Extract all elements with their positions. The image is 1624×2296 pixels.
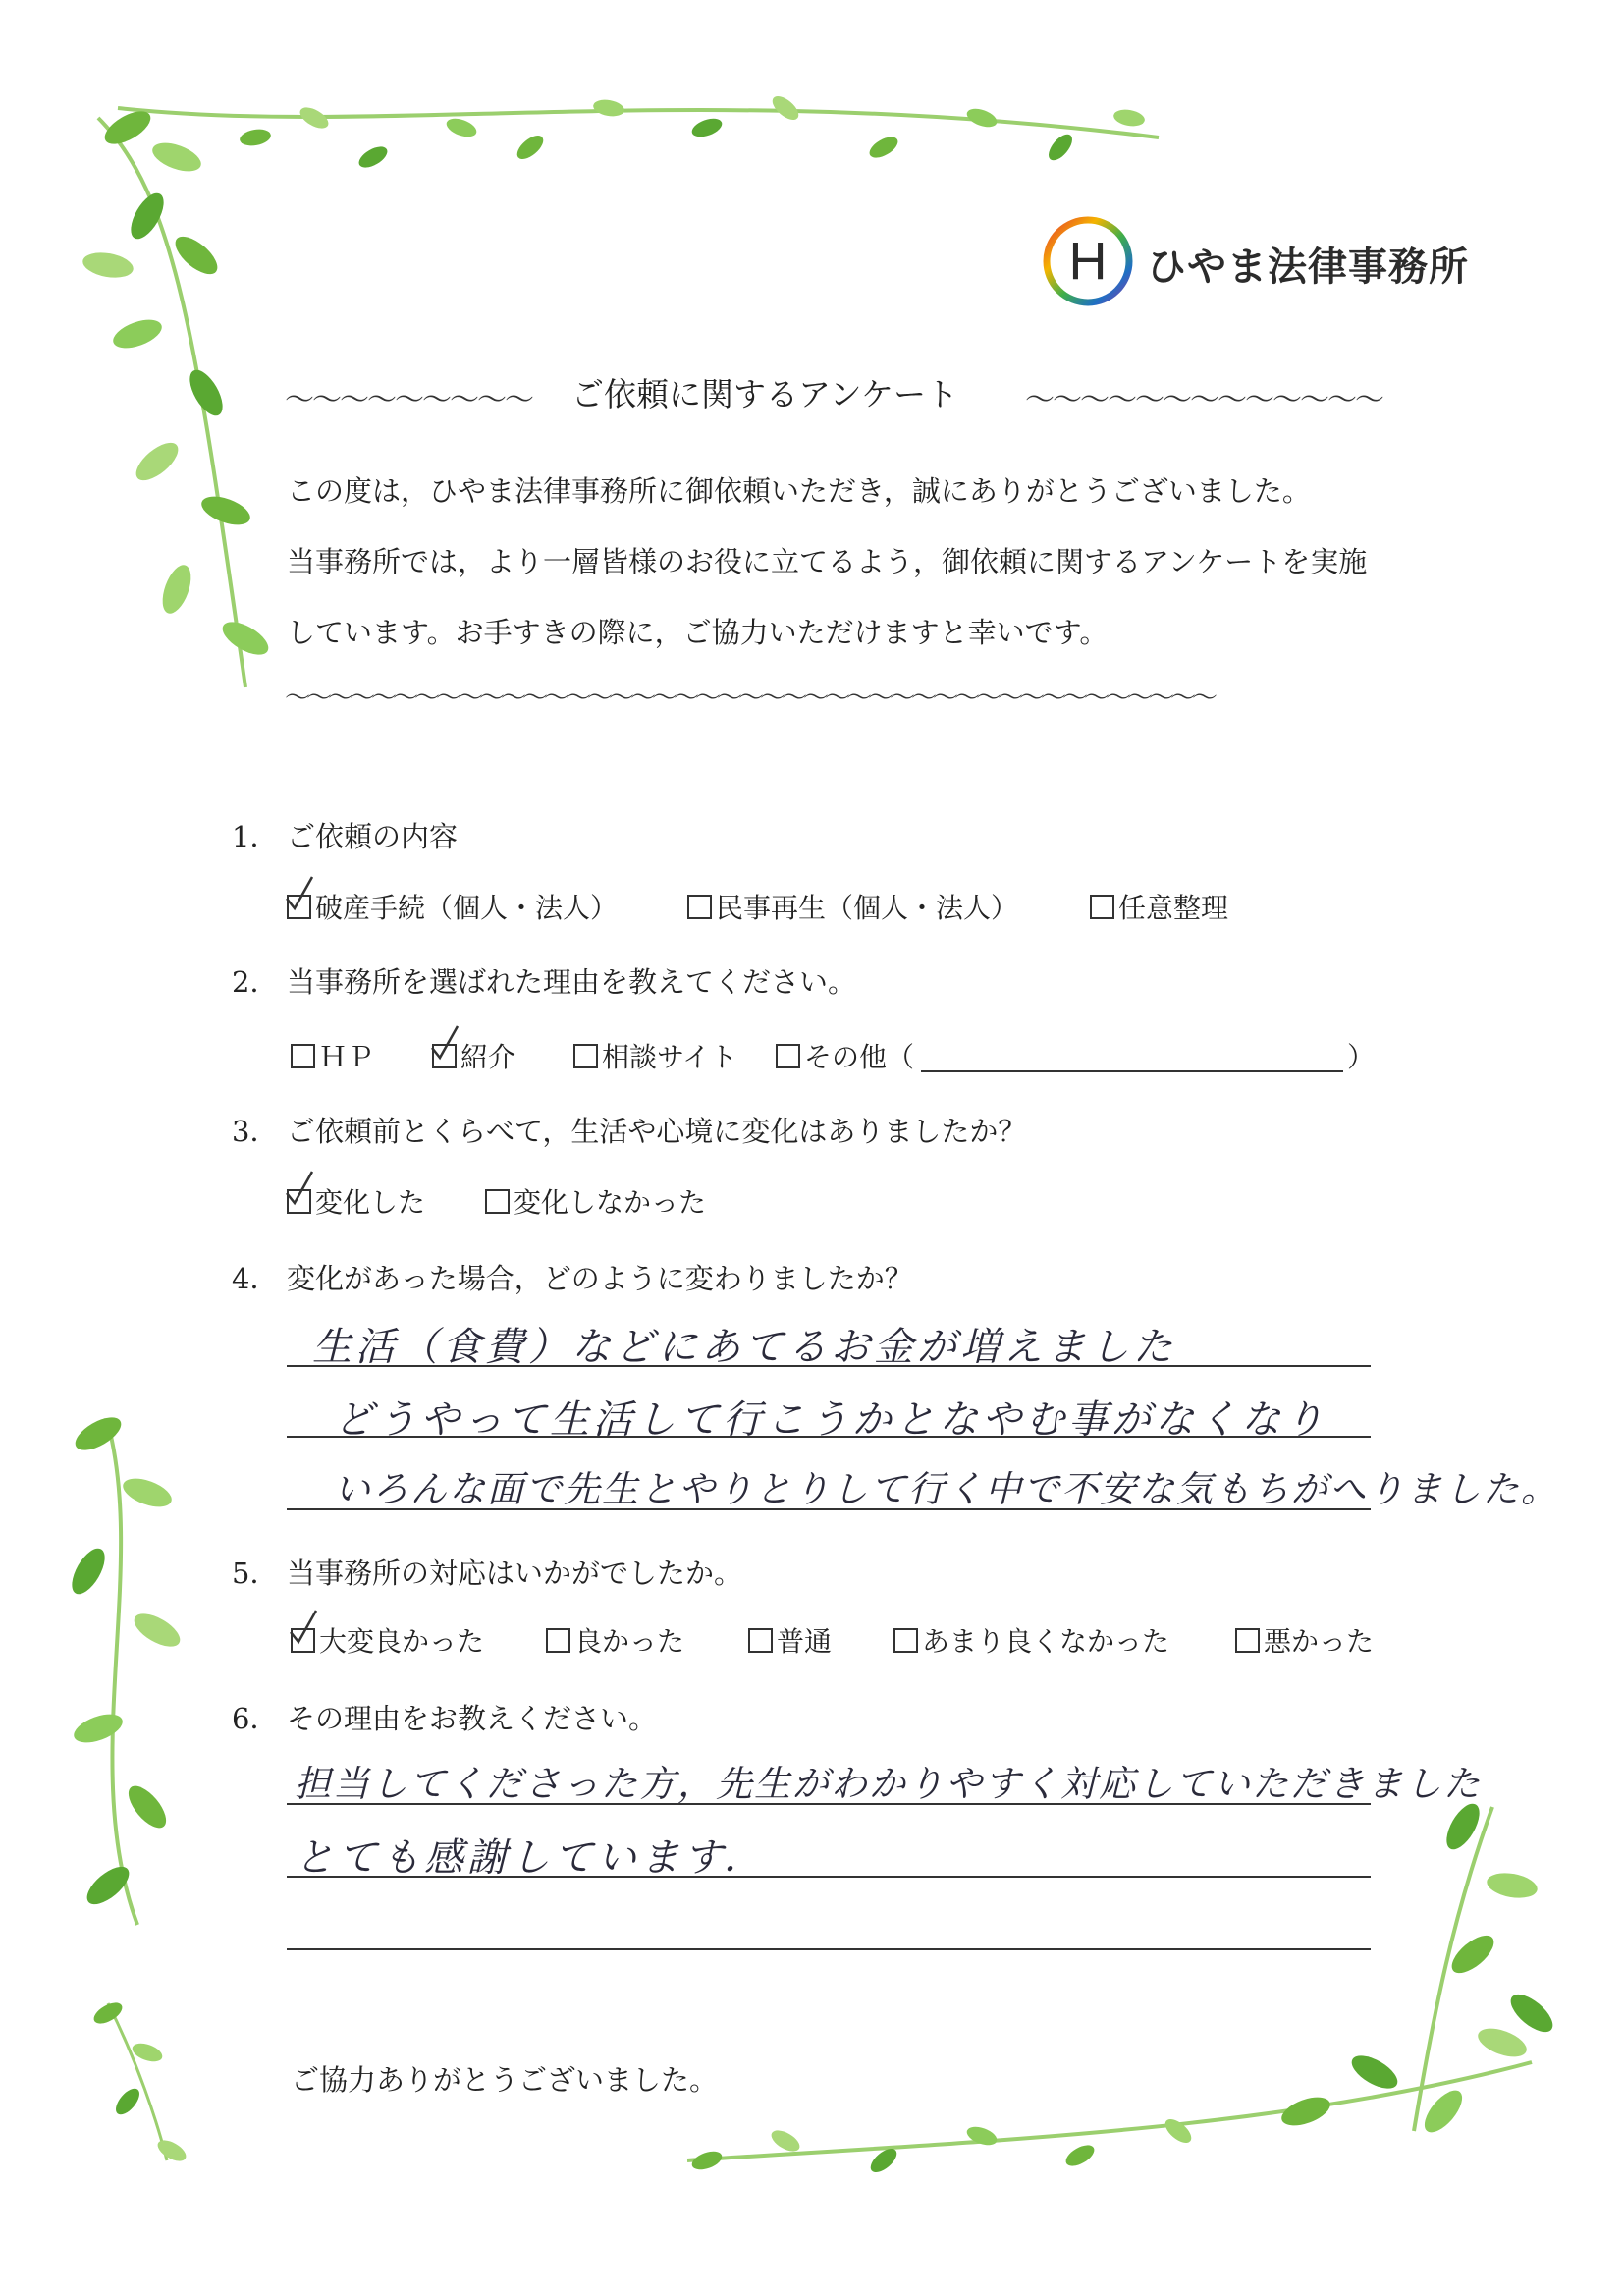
question-number: 1． [232, 820, 279, 853]
checkbox[interactable] [432, 1044, 457, 1068]
q5-option-not-good[interactable]: あまり良くなかった [893, 1620, 1169, 1660]
checkbox[interactable] [776, 1044, 800, 1068]
q5-option-very-good[interactable]: 大変良かった [291, 1620, 484, 1660]
question-4: 4． 変化があった場合，どのように変わりましたか？ [232, 1262, 913, 1295]
q4-answer-line-1: 生活（食費）などにあてるお金が増えました [312, 1325, 1176, 1370]
q5-option-bad[interactable]: 悪かった [1235, 1620, 1374, 1660]
answer-rule [287, 1365, 1371, 1367]
question-3: 3． ご依頼前とくらべて，生活や心境に変化はありましたか？ [232, 1115, 1027, 1148]
question-1 [232, 815, 458, 855]
header-wave-bottom: ～～～～～～～～～～～～～～～～～～～～～～～～～～～～～～～～～～～～～～～～～～～ [285, 683, 1215, 713]
checkbox[interactable] [485, 1189, 510, 1214]
q5-option-good[interactable]: 良かった [546, 1620, 684, 1660]
vine-left-middle [66, 1411, 186, 1925]
intro-line-1: この度は，ひやま法律事務所に御依頼いただき，誠にありがとうございました。 [287, 474, 1311, 508]
checkbox[interactable] [748, 1628, 773, 1653]
q2-option-consult-site[interactable]: 相談サイト [573, 1036, 737, 1075]
checkbox[interactable] [1090, 895, 1114, 919]
checkbox[interactable] [287, 895, 311, 919]
q2-other-close-paren: ） [1347, 1041, 1376, 1073]
checkmark-icon [287, 1609, 320, 1648]
q6-answer-line-2: とても感謝しています． [295, 1835, 767, 1881]
q2-option-other[interactable]: その他（ [776, 1036, 914, 1075]
vine-bottom-right [687, 1798, 1559, 2176]
checkbox[interactable] [291, 1628, 315, 1653]
checkbox[interactable] [687, 895, 712, 919]
q2-other-input-line[interactable] [921, 1070, 1343, 1072]
question-text: ご依頼の内容 [287, 820, 459, 853]
q2-option-hp[interactable]: ＨＰ [291, 1036, 374, 1075]
question-6: 6． その理由をお教えください。 [232, 1702, 658, 1735]
firm-logo-h-icon [1041, 214, 1135, 308]
answer-rule [287, 1876, 1371, 1878]
q4-answer-line-3: いろんな面で先生とやりとりして行く中で不安な気もちがへりました。 [334, 1468, 1559, 1510]
question-5: 5． 当事務所の対応はいかがでしたか。 [232, 1557, 743, 1590]
answer-rule [287, 1436, 1371, 1438]
checkmark-icon [283, 875, 316, 914]
question-2: 2． 当事務所を選ばれた理由を教えてください。 [232, 965, 857, 999]
answer-rule [287, 1803, 1371, 1805]
answer-rule [287, 1508, 1371, 1510]
checkbox[interactable] [893, 1628, 918, 1653]
q1-option-civil-rehabilitation[interactable]: 民事再生（個人・法人） [687, 887, 1018, 926]
firm-name: ひやま法律事務所 [1147, 244, 1469, 290]
checkbox[interactable] [291, 1044, 315, 1068]
q3-option-changed[interactable]: 変化した [287, 1181, 425, 1221]
firm-logo [1041, 214, 1469, 312]
checkbox[interactable] [1235, 1628, 1260, 1653]
answer-rule [287, 1948, 1371, 1950]
closing-message: ご協力ありがとうございました。 [291, 2063, 719, 2097]
checkbox[interactable] [546, 1628, 570, 1653]
intro-line-3: しています。お手すきの際に，ご協力いただけますと幸いです。 [287, 616, 1109, 649]
intro-line-2: 当事務所では，より一層皆様のお役に立てるよう，御依頼に関するアンケートを実施 [287, 545, 1368, 578]
q3-option-not-changed[interactable]: 変化しなかった [485, 1181, 706, 1221]
q4-answer-line-2: どうやって生活して行こうかとなやむ事がなくなり [334, 1397, 1327, 1443]
checkmark-icon [283, 1170, 316, 1209]
checkbox[interactable] [287, 1189, 311, 1214]
q1-option-bankruptcy[interactable]: 破産手続（個人・法人） [287, 887, 618, 926]
header-wave-right: ～～～～～～～～～～～～～ [1025, 383, 1382, 417]
checkmark-icon [428, 1024, 461, 1064]
vine-bottom-left [90, 1998, 189, 2165]
q6-answer-line-1: 担当してくださった方，先生がわかりやすく対応していただきました [295, 1763, 1482, 1805]
survey-title: ご依頼に関するアンケート [571, 375, 959, 413]
q2-option-referral[interactable]: 紹介 [432, 1036, 515, 1075]
q1-option-voluntary-arrangement[interactable]: 任意整理 [1090, 887, 1228, 926]
q5-option-average[interactable]: 普通 [748, 1620, 832, 1660]
header-wave-left: ～～～～～～～～～ [285, 383, 532, 417]
svg-text:H: H [1068, 232, 1108, 291]
checkbox[interactable] [573, 1044, 598, 1068]
